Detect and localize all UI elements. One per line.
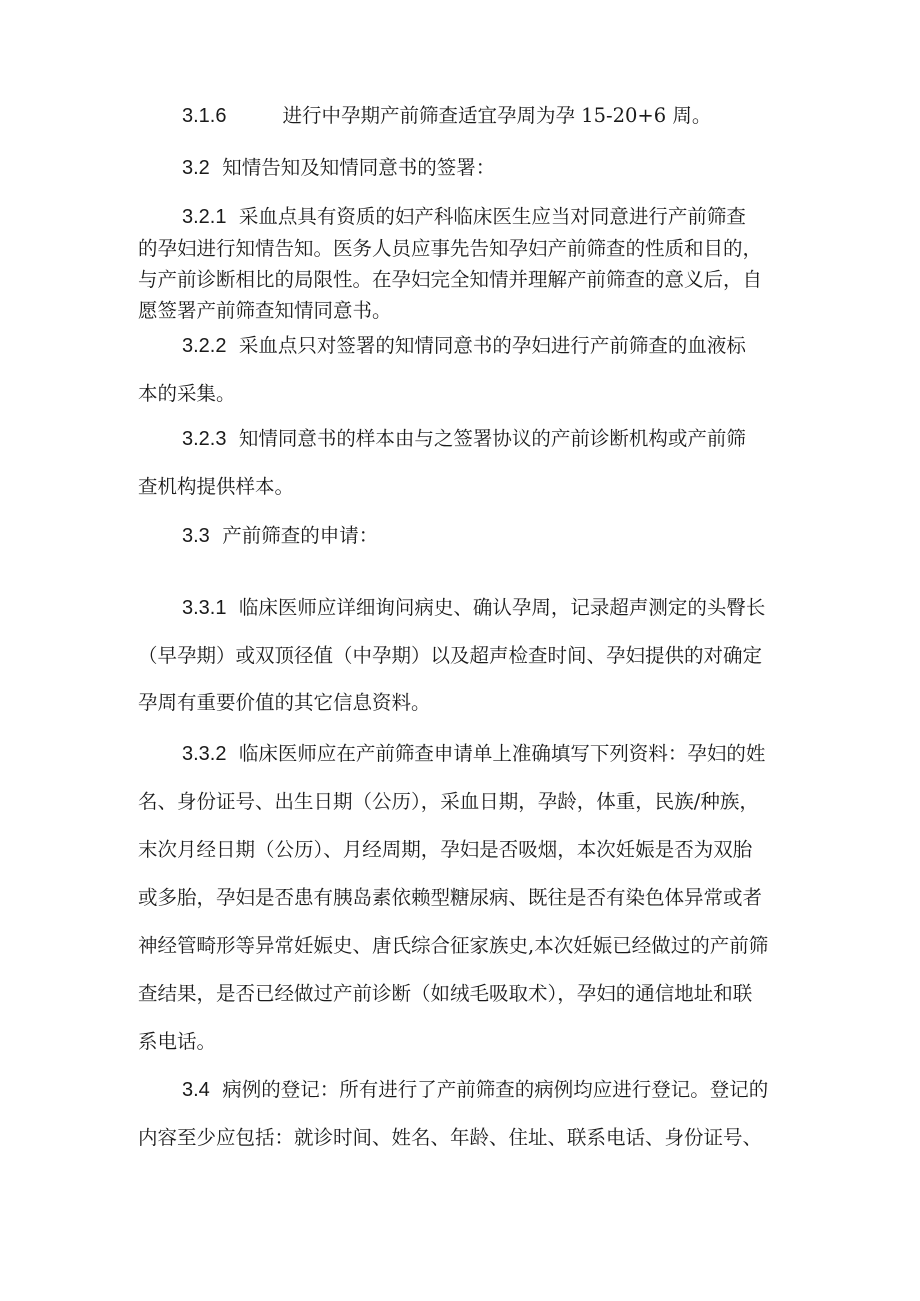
section-3-2-2 [138, 322, 785, 418]
section-text: 病例的登记：所有进行了产前筛查的病例均应进行登记。登记的 [222, 1078, 769, 1101]
section-number: 3.3 [182, 525, 210, 547]
section-text: 产前筛查的申请： [222, 524, 379, 547]
section-3-2-1 [138, 201, 785, 326]
section-text: 采血点具有资质的妇产科临床医生应当对同意进行产前筛查 [238, 205, 746, 228]
section-number: 3.2.1 [182, 206, 227, 228]
section-number: 3.3.2 [182, 743, 227, 765]
paragraph-line: 的孕妇进行知情告知。医务人员应事先告知孕妇产前筛查的性质和目的， [138, 237, 763, 260]
section-text: 进行中孕期产前筛查适宜孕周为孕 15-20+6 周。 [282, 104, 712, 127]
section-number: 3.2.3 [182, 428, 227, 450]
section-number: 3.4 [182, 1079, 210, 1101]
section-3-4 [138, 1066, 785, 1161]
section-3-2-heading [138, 152, 785, 180]
section-3-3-1 [138, 584, 785, 726]
paragraph-line: 愿签署产前筛查知情同意书。 [138, 299, 392, 322]
section-3-2-3 [138, 415, 785, 511]
section-text: 知情告知及知情同意书的签署： [222, 156, 496, 179]
paragraph-line: 孕周有重要价值的其它信息资料。 [138, 691, 431, 714]
section-text: 临床医师应在产前筛查申请单上准确填写下列资料：孕妇的姓 [238, 742, 766, 765]
section-number: 3.2.2 [182, 335, 227, 357]
section-3-3-2 [138, 730, 785, 1066]
section-text: 知情同意书的样本由与之签署协议的产前诊断机构或产前筛 [238, 427, 746, 450]
paragraph-line: （早孕期）或双顶径值（中孕期）以及超声检查时间、孕妇提供的对确定 [138, 644, 763, 667]
section-3-1-6 [138, 100, 785, 128]
paragraph-line: 内容至少应包括：就诊时间、姓名、年龄、住址、联系电话、身份证号、 [138, 1126, 763, 1149]
paragraph-line: 本的采集。 [138, 382, 236, 405]
paragraph-line: 神经管畸形等异常妊娠史、唐氏综合征家族史,本次妊娠已经做过的产前筛 [138, 934, 769, 957]
section-number: 3.1.6 [182, 105, 227, 127]
section-number: 3.3.1 [182, 597, 227, 619]
paragraph-line: 查结果，是否已经做过产前诊断（如绒毛吸取术），孕妇的通信地址和联 [138, 982, 753, 1005]
paragraph-line: 系电话。 [138, 1030, 217, 1053]
section-text: 临床医师应详细询问病史、确认孕周，记录超声测定的头臀长 [238, 596, 766, 619]
paragraph-line: 名、身份证号、出生日期（公历），采血日期，孕龄，体重，民族/种族， [138, 790, 759, 813]
paragraph-line: 末次月经日期（公历）、月经周期，孕妇是否吸烟，本次妊娠是否为双胎 [138, 838, 753, 861]
section-number: 3.2 [182, 157, 210, 179]
paragraph-line: 或多胎，孕妇是否患有胰岛素依赖型糖尿病、既往是否有染色体异常或者 [138, 886, 763, 909]
section-text: 采血点只对签署的知情同意书的孕妇进行产前筛查的血液标 [238, 334, 746, 357]
section-3-3-heading [138, 520, 785, 548]
paragraph-line: 查机构提供样本。 [138, 475, 295, 498]
paragraph-line: 与产前诊断相比的局限性。在孕妇完全知情并理解产前筛查的意义后，自 [138, 268, 763, 291]
